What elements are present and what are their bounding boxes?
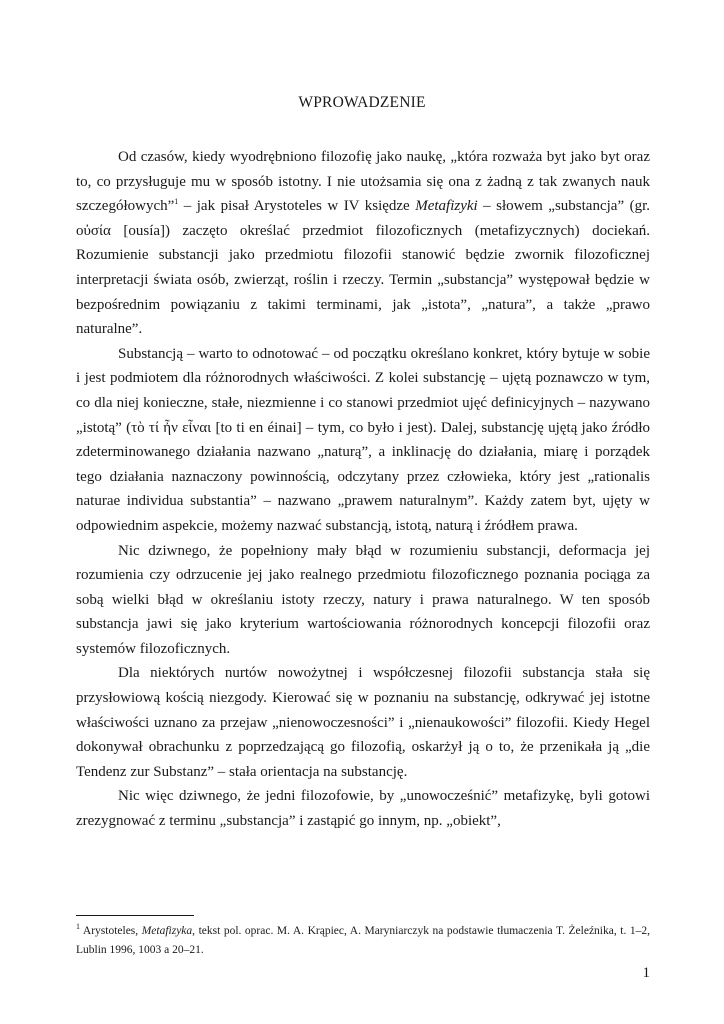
footnote-details: , tekst pol. oprac. M. A. Krąpiec, A. Maryniarczyk na podstawie tłumaczenia T. Żeleźnika, t. 1–2, Lublin 1996, 1003 a 20–21. [76,925,651,956]
body-text [76,145,650,834]
paragraph-3: Nic dziwnego, że popełniony mały błąd w rozumieniu substancji, deformacja jej rozumienia czy odrzucenie jej jako realnego przedmiotu filozoficznego poznania pociąga za sobą wielki błąd w określaniu istoty rzeczy, natury i prawa naturalnego. W ten sposób substancja jawi się jako kryterium wartościowania różnorodnych koncepcji filozofii oraz systemów filozoficznych. [76,542,650,657]
footnote-reference[interactable]: 1 [174,197,179,207]
footnote-number: 1 [76,922,80,932]
paragraph-1-italic-title: Metafizyki [415,198,478,215]
paragraph-1-text-a: Od czasów, kiedy wyodrębniono filozofię jako naukę, „która rozważa byt jako byt oraz to, co przysługuje mu w sposób istotny. I nie utożsamia się ona z żadną z tak zwanych nauk szczegółowych” [76,149,650,215]
page-number: 1 [642,965,650,981]
footnote [76,922,650,960]
paragraph-4: Dla niektórych nurtów nowożytnej i współczesnej filozofii substancja stała się przysłowiową kością niezgody. Kierować się w poznaniu na substancję, odkrywać jej istotne właściwości uznano za przejaw „nienowoczesności” i „nienaukowości” filozofii. Kiedy Hegel dokonywał obrachunku z poprzedzającą go filozofią, oskarżył ją o to, że przenikała ją „die Tendenz zur Substanz” – stała orientacja na substancję. [76,665,650,780]
footnote-divider [76,915,194,916]
paragraph-1-text-b: – jak pisał Arystoteles w IV księdze [178,198,416,215]
paragraph-5: Nic więc dziwnego, że jedni filozofowie, by „unowocześnić” metafizykę, byli gotowi zrezygnować z terminu „substancja” i zastąpić go innym, np. „obiekt”, [76,788,650,830]
paragraph-1 [76,145,650,342]
footnote-author: Arystoteles, [80,925,142,937]
paragraph-2: Substancją – warto to odnotować – od początku określano konkret, który bytuje w sobie i jest podmiotem dla różnorodnych właściwości. Z kolei substancję – ujętą poznawczo w tym, co dla niej konieczne, stałe, niezmienne i co stanowi przedmiot ujęć definicyjnych – nazywano „istotą” (τὸ τί ἦν εἶναι [to ti en éinai] – tym, co było i jest). Dalej, substancję ujętą jako źródło zdeterminowanego działania nazwano „naturą”, a inklinację do działania, miarę i porządek tego działania naznaczony powinnością, odczytany przez człowieka, który jest „rationalis naturae individua substantia” – nazwano „prawem naturalnym”. Każdy zatem byt, ujęty w odpowiednim aspekcie, możemy nazwać substancją, istotą, naturą i źródłem prawa. [76,345,650,534]
chapter-title: WPROWADZENIE [298,94,426,111]
footnote-work-title: Metafizyka [141,925,193,937]
paragraph-1-text-c: – słowem „substancja” (gr. οὐσία [ousía]) zaczęto określać przedmiot filozoficznych (metafizycznych) dociekań. Rozumienie substancji jako przedmiotu filozofii stanowić będzie zwornik filozoficznej interpretacji świata osób, zwierząt, roślin i rzeczy. Termin „substancja” występował będzie w bezpośrednim powiązaniu z takimi terminami, jak „istota”, „natura”, a także „prawo naturalne”. [76,198,651,338]
